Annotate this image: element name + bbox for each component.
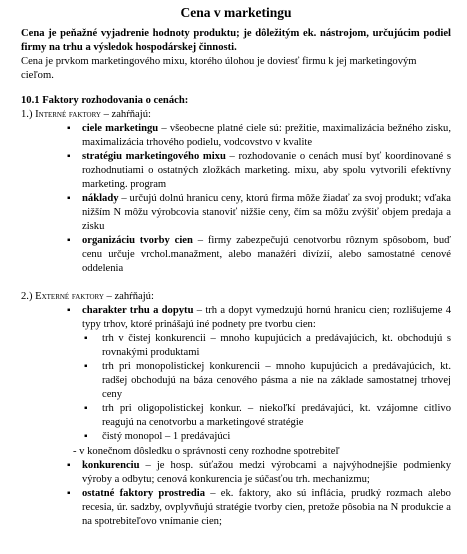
list-item-desc: – určujú dolnú hranicu ceny, ktorú firma môže žiadať za svoj produkt; vďaka nižším N môžu výrobcovia stanoviť nižšie ceny, čím sa môžu zvýšiť objem predaja a zisku — [82, 193, 451, 232]
internal-prefix: 1.) — [21, 109, 36, 120]
spacer — [21, 276, 451, 290]
list-item — [82, 459, 451, 487]
list-item — [82, 487, 451, 529]
list-item-term: náklady — [82, 193, 119, 204]
list-item-term: ostatné faktory prostredia — [82, 488, 206, 499]
list-item-desc: – trh a dopyt vymedzujú hornú hranicu cien; rozlišujeme 4 typy trhov, ktoré prinášajú iné podnety pre tvorbu cien: — [82, 305, 451, 330]
list-item-desc: – firmy zabezpečujú cenotvorbu rôznym spôsobom, buď cenu určuje vrchol.manažment, alebo manažéri divízií, alebo samostatné cenové oddelenia — [82, 235, 451, 274]
list-item-desc: – ek. faktory, ako sú inflácia, prudký rozmach alebo recesia, úr. sadzby, ovplyvňujú stratégie tvorby cien, pretože pôsobia na N produkcie a na spotrebiteľovo vnímanie cien; — [82, 488, 451, 527]
list-item-term: konkurenciu — [82, 460, 140, 471]
section-heading: 10.1 Faktory rozhodovania o cenách: — [21, 95, 189, 106]
sub-list-item: ▪ čistý monopol – 1 predávajúci — [102, 430, 451, 444]
external-suffix: – zahŕňajú: — [103, 291, 154, 302]
external-factors-list-continued — [21, 459, 451, 529]
list-item — [82, 150, 451, 192]
list-item — [82, 122, 451, 150]
list-item-term: organizáciu tvorby cien — [82, 235, 193, 246]
list-item — [82, 304, 451, 444]
external-prefix: 2.) — [21, 291, 36, 302]
sub-list-item: ▪ trh v čistej konkurencii – mnoho kupujúcich a predávajúcich, kt. obchodujú s rovnakými produktami — [102, 332, 451, 360]
list-item-term: charakter trhu a dopytu — [82, 305, 194, 316]
internal-factors-heading — [21, 108, 451, 122]
sub-list-item: ▪ trh pri monopolistickej konkurencii – mnoho kupujúcich a predávajúcich, kt. radšej obchodujú na báza cenového pásma a nie na základe samostatnej trhovej ceny — [102, 360, 451, 402]
internal-suffix: – zahŕňajú: — [100, 109, 151, 120]
internal-factors-list — [21, 122, 451, 276]
list-item-term: stratégiu marketingového mixu — [82, 151, 226, 162]
market-types-list — [82, 332, 451, 444]
consumer-note: - v konečnom dôsledku o správnosti ceny rozhodne spotrebiteľ — [73, 446, 340, 457]
list-item — [82, 234, 451, 276]
list-item-desc: – všeobecne platné ciele sú: prežitie, maximalizácia bežného zisku, maximalizácia trhového podielu, vodcovstvo v kvalite — [82, 123, 451, 148]
internal-label: Interné faktory — [35, 109, 101, 120]
external-label: Externé faktory — [35, 291, 104, 302]
page-title: Cena v marketingu — [180, 5, 292, 20]
list-item-desc: – je hosp. súťažou medzi výrobcami a najvýhodnejšie podmienky výroby a odbytu; cenová konkurencia je súčasťou trh. mechanizmu; — [82, 460, 451, 485]
intro-definition: Cena je peňažné vyjadrenie hodnoty produktu; je dôležitým ek. nástrojom, určujúcim podiel firmy na trhu a výsledok hospodárskej činnosti. — [21, 28, 451, 53]
list-item — [82, 192, 451, 234]
external-factors-list — [21, 304, 451, 444]
intro-paragraph: Cena je prvkom marketingového mixu, ktorého úlohou je doviesť firmu k jej marketingovým cieľom. — [21, 56, 417, 81]
list-item-desc: – rozhodovanie o cenách musí byť koordinované s rozhodnutiami o ostatných zložkách marketing. mixu, aby spolu vytvorili efektívny marketing. program — [82, 151, 451, 190]
external-factors-heading — [21, 290, 451, 304]
list-item-term: ciele marketingu — [82, 123, 159, 134]
sub-list-item: ▪ trh pri oligopolistickej konkur. – niekoľkí predávajúci, kt. vzájomne citlivo reagujú na cenotvorbu a marketingové stratégie — [102, 402, 451, 430]
